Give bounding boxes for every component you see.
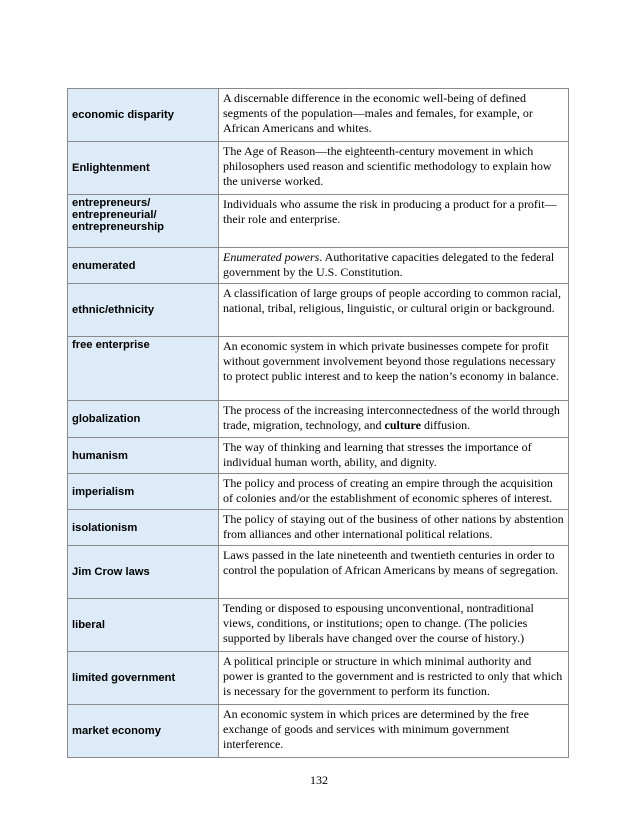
glossary-definition bbox=[219, 401, 569, 438]
glossary-table bbox=[67, 88, 569, 758]
glossary-definition: Tending or disposed to espousing unconventional, nontraditional views, conditions, or institutions; open to change. (The policies supported by liberals have changed over the course of history.) bbox=[219, 599, 569, 652]
glossary-definition: A classification of large groups of people according to common racial, national, tribal, religious, linguistic, or cultural origin or background. bbox=[219, 284, 569, 337]
glossary-definition: The policy of staying out of the business of other nations by abstention from alliances and other international political relations. bbox=[219, 510, 569, 546]
glossary-definition: A discernable difference in the economic well-being of defined segments of the population—males and females, for example, or African Americans and whites. bbox=[219, 89, 569, 142]
glossary-term: isolationism bbox=[68, 510, 219, 546]
glossary-term: Jim Crow laws bbox=[68, 546, 219, 599]
table-row bbox=[68, 337, 569, 401]
table-row bbox=[68, 401, 569, 438]
glossary-term: liberal bbox=[68, 599, 219, 652]
table-row bbox=[68, 599, 569, 652]
glossary-term: imperialism bbox=[68, 474, 219, 510]
glossary-term: free enterprise bbox=[68, 337, 219, 401]
table-row bbox=[68, 510, 569, 546]
glossary-term: Enlightenment bbox=[68, 142, 219, 195]
glossary-definition: Individuals who assume the risk in producing a product for a profit—their role and enterprise. bbox=[219, 195, 569, 248]
definition-emphasis: Enumerated powers bbox=[223, 250, 320, 264]
glossary-term: humanism bbox=[68, 438, 219, 474]
definition-text: diffusion. bbox=[420, 418, 471, 433]
glossary-term: globalization bbox=[68, 401, 219, 438]
glossary-definition: The policy and process of creating an empire through the acquisition of colonies and/or the establishment of economic spheres of interest. bbox=[219, 474, 569, 510]
glossary-term: economic disparity bbox=[68, 89, 219, 142]
table-row bbox=[68, 705, 569, 758]
table-row bbox=[68, 195, 569, 248]
glossary-definition: An economic system in which prices are determined by the free exchange of goods and services with minimum government interference. bbox=[219, 705, 569, 758]
glossary-term: limited government bbox=[68, 652, 219, 705]
table-row bbox=[68, 284, 569, 337]
table-row bbox=[68, 142, 569, 195]
glossary-definition: The way of thinking and learning that stresses the importance of individual human worth, ability, and dignity. bbox=[219, 438, 569, 474]
page-number: 132 bbox=[310, 773, 328, 787]
glossary-definition: The Age of Reason—the eighteenth-century movement in which philosophers used reason and scientific methodology to explain how the universe worked. bbox=[219, 142, 569, 195]
definition-text: The process of the increasing interconnectedness of the world through trade, migration, technology, and bbox=[223, 403, 560, 433]
table-row bbox=[68, 438, 569, 474]
glossary-definition: Laws passed in the late nineteenth and twentieth centuries in order to control the population of African Americans by means of segregation. bbox=[219, 546, 569, 599]
glossary-definition: An economic system in which private businesses compete for profit without government involvement beyond those regulations necessary to protect public interest and to keep the nation’s economy in balance. bbox=[219, 337, 569, 401]
glossary-term: enumerated bbox=[68, 248, 219, 284]
table-row bbox=[68, 248, 569, 284]
glossary-term: entrepreneurs/ entrepreneurial/ entrepreneurship bbox=[68, 195, 219, 248]
table-row bbox=[68, 89, 569, 142]
table-row bbox=[68, 652, 569, 705]
definition-bold: culture bbox=[384, 418, 421, 433]
glossary-definition bbox=[219, 248, 569, 284]
glossary-definition: A political principle or structure in which minimal authority and power is granted to the government and is restricted to only that which is necessary for the government to perform its function. bbox=[219, 652, 569, 705]
table-row bbox=[68, 546, 569, 599]
glossary-term: market economy bbox=[68, 705, 219, 758]
definition-text: . Authoritative capacities delegated to the federal government by the U.S. Constitution. bbox=[223, 250, 555, 280]
glossary-term: ethnic/ethnicity bbox=[68, 284, 219, 337]
table-row bbox=[68, 474, 569, 510]
